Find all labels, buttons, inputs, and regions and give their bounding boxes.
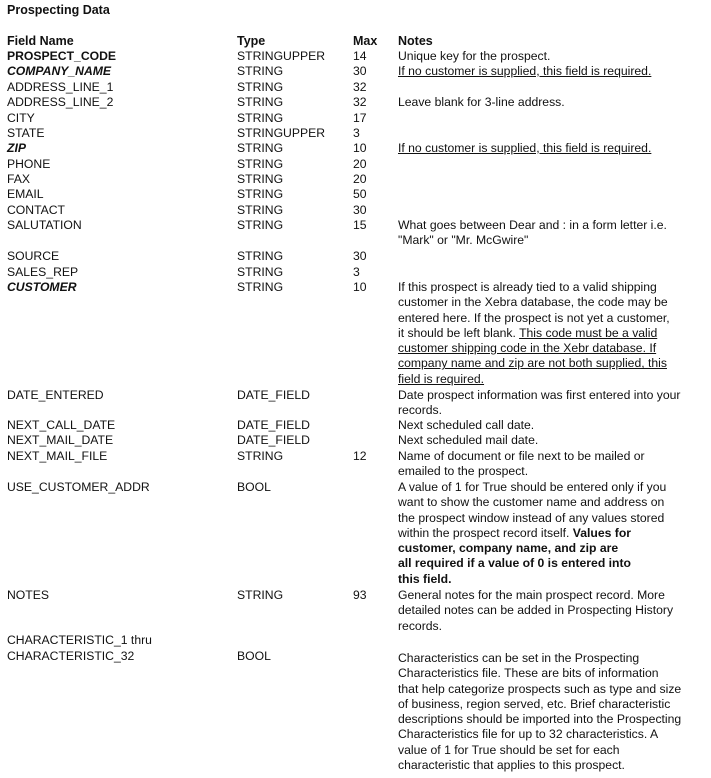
field-notes: Next scheduled mail date. xyxy=(398,433,539,447)
field-notes: Next scheduled call date. xyxy=(398,418,535,432)
field-notes: A value of 1 for True should be entered only if you want to show the customer name and address on the prospect window instead of any values stored within the prospect record itself. Values for customer, company name, and zip are all required if a value of 0 is entered into this field. xyxy=(398,480,667,586)
field-type: STRING xyxy=(237,157,284,171)
field-max: 50 xyxy=(353,187,367,201)
page-title: Prospecting Data xyxy=(7,3,110,17)
table-row xyxy=(0,280,711,387)
field-name: PHONE xyxy=(7,157,51,171)
table-row xyxy=(0,651,711,776)
characteristics-notes: Characteristics can be set in the Prospecting Characteristics file. These are bits of information that help categorize prospects such as type and size of business, region served, etc. Brief characteristic descriptions should be imported into the Prospecting Characteristics file for up to 32 characteristics. A value of 1 for True should be set for each characteristic that applies to this prospect. xyxy=(398,651,682,773)
field-name: ADDRESS_LINE_2 xyxy=(7,95,114,109)
table-row xyxy=(0,249,711,264)
field-type: STRING xyxy=(237,203,284,217)
field-name: CONTACT xyxy=(7,203,65,217)
field-max: 30 xyxy=(353,64,367,78)
field-name: SALUTATION xyxy=(7,218,82,232)
field-name: CHARACTERISTIC_1 thru xyxy=(7,633,152,647)
header-notes: Notes xyxy=(398,34,433,48)
field-max: 30 xyxy=(353,203,367,217)
field-notes: Unique key for the prospect. xyxy=(398,49,551,63)
field-name: NOTES xyxy=(7,588,49,602)
table-row xyxy=(0,64,711,79)
table-row xyxy=(0,388,711,419)
field-type: STRING xyxy=(237,80,284,94)
field-type: STRING xyxy=(237,280,284,294)
field-name: NEXT_MAIL_DATE xyxy=(7,433,114,447)
field-max: 3 xyxy=(353,265,360,279)
field-type: STRINGUPPER xyxy=(237,49,326,63)
table-row xyxy=(0,588,711,634)
table-row xyxy=(0,633,711,648)
field-max: 12 xyxy=(353,449,367,463)
field-max: 20 xyxy=(353,157,367,171)
field-type: STRING xyxy=(237,111,284,125)
table-row xyxy=(0,187,711,202)
field-max: 3 xyxy=(353,126,360,140)
table-row xyxy=(0,203,711,218)
table-row xyxy=(0,433,711,448)
field-notes: Leave blank for 3-line address. xyxy=(398,95,565,109)
field-max: 32 xyxy=(353,80,367,94)
field-name: STATE xyxy=(7,126,45,140)
table-row xyxy=(0,95,711,110)
field-notes: Name of document or file next to be mailed or emailed to the prospect. xyxy=(398,449,645,479)
field-name: EMAIL xyxy=(7,187,44,201)
field-notes: Date prospect information was first entered into your records. xyxy=(398,388,681,418)
field-notes: If no customer is supplied, this field is required. xyxy=(398,141,652,155)
table-row xyxy=(0,418,711,433)
field-type: STRING xyxy=(237,588,284,602)
field-type: STRING xyxy=(237,187,284,201)
field-max: 10 xyxy=(353,141,367,155)
field-notes: What goes between Dear and : in a form letter i.e. "Mark" or "Mr. McGwire" xyxy=(398,218,667,248)
field-type: DATE_FIELD xyxy=(237,433,310,447)
field-name: SOURCE xyxy=(7,249,60,263)
field-name: CUSTOMER xyxy=(7,280,77,294)
field-notes: If this prospect is already tied to a valid shipping customer in the Xebra database, the code may be entered here. If the prospect is not yet a customer, it should be left blank. This code must be a valid customer shipping code in the Xebr database. If company name and zip are not both supplied, this field is required. xyxy=(398,280,670,386)
field-max: 10 xyxy=(353,280,367,294)
field-type: BOOL xyxy=(237,480,271,494)
header-field-name: Field Name xyxy=(7,34,74,48)
table-row xyxy=(0,480,711,587)
field-type: STRING xyxy=(237,95,284,109)
field-type: STRING xyxy=(237,249,284,263)
table-row xyxy=(0,449,711,480)
field-max: 17 xyxy=(353,111,367,125)
field-notes: If no customer is supplied, this field is required. xyxy=(398,64,652,78)
field-max: 15 xyxy=(353,218,367,232)
field-type: STRING xyxy=(237,64,284,78)
table-row xyxy=(0,172,711,187)
table-row xyxy=(0,126,711,141)
field-max: 32 xyxy=(353,95,367,109)
field-max: 14 xyxy=(353,49,367,63)
field-type: BOOL xyxy=(237,649,271,663)
field-name: ADDRESS_LINE_1 xyxy=(7,80,114,94)
field-max: 20 xyxy=(353,172,367,186)
header-max: Max xyxy=(353,34,378,48)
table-row xyxy=(0,265,711,280)
field-name: ZIP xyxy=(7,141,26,155)
table-row xyxy=(0,80,711,95)
table-row xyxy=(0,157,711,172)
field-type: STRINGUPPER xyxy=(237,126,326,140)
field-type: STRING xyxy=(237,218,284,232)
table-row xyxy=(0,141,711,156)
field-name: FAX xyxy=(7,172,31,186)
field-name: SALES_REP xyxy=(7,265,79,279)
header-type: Type xyxy=(237,34,266,48)
field-max: 93 xyxy=(353,588,367,602)
field-max: 30 xyxy=(353,249,367,263)
field-name: NEXT_MAIL_FILE xyxy=(7,449,108,463)
field-name: CHARACTERISTIC_32 xyxy=(7,649,135,663)
table-row xyxy=(0,49,711,64)
field-name: PROSPECT_CODE xyxy=(7,49,117,63)
field-type: STRING xyxy=(237,265,284,279)
field-name: USE_CUSTOMER_ADDR xyxy=(7,480,150,494)
field-name: CITY xyxy=(7,111,35,125)
field-name: COMPANY_NAME xyxy=(7,64,112,78)
field-name: DATE_ENTERED xyxy=(7,388,104,402)
field-type: DATE_FIELD xyxy=(237,388,310,402)
field-name: NEXT_CALL_DATE xyxy=(7,418,116,432)
field-type: STRING xyxy=(237,449,284,463)
field-type: STRING xyxy=(237,141,284,155)
field-type: DATE_FIELD xyxy=(237,418,310,432)
field-notes: General notes for the main prospect record. More detailed notes can be added in Prospecting History records. xyxy=(398,588,674,633)
table-row xyxy=(0,218,711,249)
table-row xyxy=(0,111,711,126)
field-type: STRING xyxy=(237,172,284,186)
